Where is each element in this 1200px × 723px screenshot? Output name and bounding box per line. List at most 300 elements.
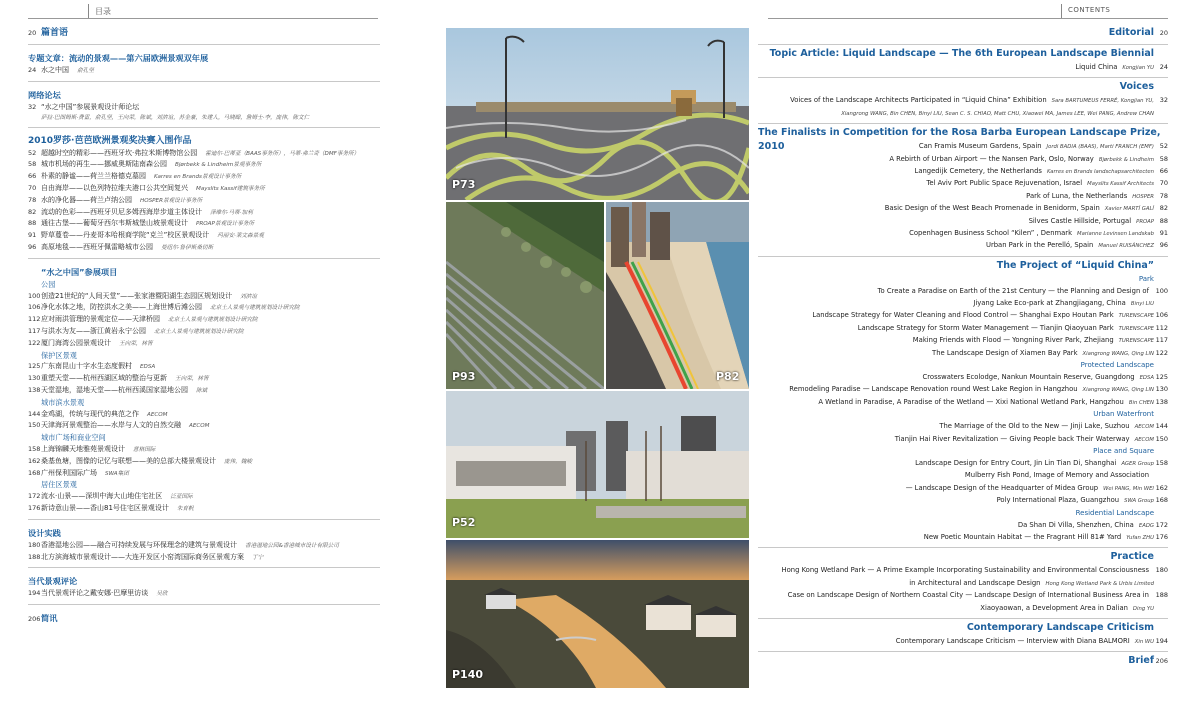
toc-entry[interactable] bbox=[28, 326, 380, 338]
entry-title: 流水·山景——深圳中海大山地住宅社区 bbox=[41, 492, 163, 501]
toc-entry[interactable] bbox=[758, 177, 1168, 189]
entry-title: Landscape Strategy for Storm Water Management — Tianjin Qiaoyuan Park bbox=[857, 323, 1114, 332]
toc-entry[interactable] bbox=[758, 309, 1168, 321]
entry-title: 上海锦麟天地雅苑景观设计 bbox=[41, 444, 125, 453]
page-number: 91 bbox=[1159, 228, 1168, 237]
entry-author: HOSPER bbox=[1132, 193, 1154, 200]
entry-title: 应对雨洪管理的景观定位——天津桥园 bbox=[41, 315, 160, 324]
divider bbox=[758, 44, 1168, 45]
entry-author: Mayslits Kassif建筑事务所 bbox=[196, 185, 265, 192]
toc-entry[interactable] bbox=[28, 552, 380, 564]
toc-entry[interactable] bbox=[28, 171, 380, 183]
page-number: 88 bbox=[1159, 216, 1168, 225]
page-number: 96 bbox=[28, 242, 37, 251]
wetland-image bbox=[446, 540, 749, 688]
entry-author: Karres en Brands landschapsarchitecten bbox=[1046, 168, 1154, 175]
forum-section-title: 网络论坛 bbox=[28, 89, 61, 100]
entry-author: Xiangrong WANG, Qing LIN bbox=[1082, 387, 1154, 394]
entry-author: Manuel RUISÁNCHEZ bbox=[1098, 243, 1154, 250]
toc-entry[interactable] bbox=[28, 468, 380, 480]
finalists-section-title: The Finalists in Competition for the Rosa Barba European Landscape Prize, 2010 bbox=[758, 127, 1161, 153]
entry-author: 刘滨谊 bbox=[240, 293, 257, 300]
page-number: 58 bbox=[28, 160, 37, 169]
entry-author: 泽维尔·马蒂·加利 bbox=[210, 209, 253, 216]
contents-chinese bbox=[28, 24, 380, 625]
plaza-image bbox=[446, 28, 749, 200]
toc-entry[interactable] bbox=[28, 302, 380, 314]
entry-author: 北京土人景观与建筑规划设计研究院 bbox=[210, 305, 300, 312]
toc-entry[interactable] bbox=[758, 227, 1168, 239]
entry-author: 霍迪尔·巴蒂亚（BAAS事务所），马蒂·弗兰奇（DMF事务所） bbox=[205, 150, 360, 157]
toc-entry[interactable] bbox=[28, 409, 380, 421]
header-right-title: CONTENTS bbox=[1068, 6, 1111, 14]
page-number: 172 bbox=[28, 492, 41, 501]
entry-author: 北京土人景观与建筑规划设计研究院 bbox=[154, 328, 244, 335]
entry-title: A Wetland in Paradise, A Paradise of the Wetland — Xixi National Wetland Park, Hangzhou bbox=[818, 397, 1124, 406]
page-number: 172 bbox=[1155, 520, 1168, 529]
header-left-title: 目录 bbox=[95, 7, 111, 16]
page-number: 88 bbox=[28, 219, 37, 228]
plaza-list bbox=[758, 457, 1168, 507]
page-number: 158 bbox=[1155, 458, 1168, 467]
toc-entry[interactable] bbox=[28, 183, 380, 195]
photo-label: P93 bbox=[452, 370, 476, 383]
entry-author: Xiangrong WANG, Qing LIN bbox=[1082, 350, 1154, 357]
entry-author: 意格国际 bbox=[133, 446, 156, 453]
entry-author: TURENSCAPE bbox=[1118, 325, 1154, 332]
entry-title: New Poetic Mountain Habitat — the Fragrant Hill 81# Yard bbox=[923, 532, 1122, 541]
entry-title: 重塑天堂——杭州西湖区域的整治与更新 bbox=[41, 374, 167, 383]
entry-title: Can Framis Museum Gardens, Spain bbox=[918, 142, 1042, 151]
entry-title: Case on Landscape Design of Northern Coastal City — Landscape Design of International Business Area in bbox=[787, 591, 1149, 600]
page-number: 70 bbox=[28, 183, 37, 192]
plaza-list bbox=[28, 444, 380, 479]
page-number: 180 bbox=[28, 540, 41, 549]
entry-title: Hong Kong Wetland Park — A Prime Example Incorporating Sustainability and Environmental Consciousness bbox=[781, 566, 1149, 575]
page-number: 122 bbox=[1155, 348, 1168, 357]
page-number: 106 bbox=[28, 303, 41, 312]
residential-list bbox=[28, 491, 380, 515]
subsection-residential: Residential Landscape bbox=[1075, 508, 1154, 517]
entry-title: Da Shan Di Villa, Shenzhen, China bbox=[1017, 520, 1134, 529]
entry-author: 王向荣，林箐 bbox=[175, 376, 209, 383]
entry-author: TURENSCAPE bbox=[1118, 338, 1154, 345]
practice-list bbox=[28, 540, 380, 564]
toc-entry[interactable] bbox=[28, 373, 380, 385]
toc-entry[interactable] bbox=[28, 148, 380, 160]
entry-title: in Architectural and Landscape Design bbox=[909, 578, 1041, 587]
toc-entry[interactable] bbox=[28, 195, 380, 207]
toc-entry[interactable] bbox=[758, 457, 1168, 469]
entry-title: 厦门海湾公园景观设计 bbox=[41, 338, 111, 347]
toc-entry[interactable] bbox=[28, 491, 380, 503]
toc-entry[interactable] bbox=[758, 153, 1168, 165]
entry-title: 净化水体之地，防控洪水之美——上海世博后滩公园 bbox=[41, 303, 202, 312]
subsection-park: 公园 bbox=[41, 279, 56, 289]
entry-title: 与洪水为友——浙江黄岩永宁公园 bbox=[41, 326, 146, 335]
photo-p93 bbox=[446, 202, 604, 389]
entry-author: EDSA bbox=[140, 364, 156, 371]
photo-p73 bbox=[446, 28, 749, 200]
toc-entry[interactable] bbox=[758, 371, 1168, 383]
toc-entry[interactable] bbox=[28, 503, 380, 515]
toc-entry[interactable] bbox=[28, 291, 380, 303]
entry-author: Mayslits Kassif Architects bbox=[1087, 181, 1154, 188]
toc-entry[interactable] bbox=[758, 420, 1168, 432]
page-number: 162 bbox=[1155, 483, 1168, 492]
entry-author: 朱育帆 bbox=[176, 505, 194, 512]
entry-author: 北京土人景观与建筑规划设计研究院 bbox=[168, 317, 258, 324]
entry-author: 陈斌 bbox=[196, 387, 208, 394]
divider bbox=[758, 256, 1168, 257]
toc-entry[interactable] bbox=[28, 338, 380, 350]
header-divider-right bbox=[1061, 4, 1062, 18]
toc-entry[interactable]: Contemporary Landscape Criticism — Interview with Diana BALMORI Xin WU 194 bbox=[895, 636, 1168, 645]
entry-title: Remodeling Paradise — Landscape Renovation round West Lake Region in Hangzhou bbox=[789, 385, 1078, 394]
page-number: 176 bbox=[1155, 532, 1168, 541]
page-number: 144 bbox=[1155, 422, 1168, 431]
divider bbox=[28, 258, 380, 259]
page-number: 106 bbox=[1155, 311, 1168, 320]
header-rule-right bbox=[768, 18, 1168, 19]
toc-entry[interactable] bbox=[28, 420, 380, 432]
entry-title: 金鸡湖，传统与现代的典范之作 bbox=[41, 409, 139, 418]
photo-label: P82 bbox=[716, 370, 740, 383]
entry-author: AECOM bbox=[1134, 424, 1154, 431]
editorial-entry[interactable]: Editorial 20 bbox=[1108, 27, 1168, 38]
toc-entry[interactable] bbox=[28, 361, 380, 373]
toc-entry[interactable] bbox=[28, 444, 380, 456]
practice-section-title: 设计实践 bbox=[28, 527, 61, 538]
project-section-title: The Project of “Liquid China” bbox=[996, 259, 1154, 271]
toc-entry[interactable] bbox=[758, 577, 1168, 589]
entry-title: Landscape Strategy for Water Cleaning and Flood Control — Shanghai Expo Houtan Park bbox=[812, 311, 1114, 320]
page-number: 91 bbox=[28, 231, 37, 240]
page-number: 112 bbox=[1155, 323, 1168, 332]
entry-title: Landscape Design for Entry Court, Jin Lin Tian Di, Shanghai bbox=[915, 458, 1117, 467]
entry-title: 自由海岸——以色列特拉维夫港口公共空间复兴 bbox=[41, 183, 188, 192]
entry-title: 桑基鱼塘，图像的记忆与联想——美的总部大楼景观设计 bbox=[41, 456, 216, 465]
entry-title: Xiaoyaowan, a Development Area in Dalian bbox=[980, 603, 1128, 612]
entry-author: HOSPER景观设计事务所 bbox=[140, 197, 203, 204]
page-number: 96 bbox=[1159, 241, 1168, 250]
criticism-section-title: 当代景观评论 bbox=[28, 576, 78, 587]
toc-entry[interactable] bbox=[28, 456, 380, 468]
page-number: 188 bbox=[28, 552, 41, 561]
entry-title: Jiyang Lake Eco-park at Zhangjiagang, China bbox=[973, 299, 1126, 308]
finalists-list bbox=[758, 140, 1168, 252]
toc-entry[interactable] bbox=[758, 433, 1168, 445]
voices-participants: Xiangrong WANG, Bin CHEN, Binyi LIU, Sean C. S. CHIAO, Matt CHU, Xiaowei MA, James LEE, Wei PANG, Andrew CHAN bbox=[841, 110, 1154, 117]
entry-title: Park of Luna, the Netherlands bbox=[1026, 191, 1128, 200]
toc-entry[interactable] bbox=[758, 482, 1168, 494]
page-number: 100 bbox=[1155, 286, 1168, 295]
entry-title: Tianjin Hai River Revitalization — Giving People back Their Waterway bbox=[894, 434, 1130, 443]
entry-author: SWA Group bbox=[1124, 498, 1154, 505]
subsection-waterfront: Urban Waterfront bbox=[1093, 410, 1154, 419]
entry-author: SWA集团 bbox=[105, 470, 129, 477]
toc-entry[interactable] bbox=[28, 218, 380, 230]
finalists-list bbox=[28, 148, 380, 254]
header-rule-left bbox=[28, 18, 378, 19]
photo-label: P52 bbox=[452, 516, 476, 529]
subsection-waterfront: 城市滨水景观 bbox=[41, 397, 85, 407]
page-number: 138 bbox=[1155, 397, 1168, 406]
entry-title: Copenhagen Business School “Kilen” , Denmark bbox=[909, 228, 1073, 237]
toc-entry[interactable] bbox=[28, 230, 380, 242]
page-number: 52 bbox=[1159, 142, 1168, 151]
entry-author: 香港湿地公园&香港城市设计有限公司 bbox=[245, 542, 339, 549]
beach-image bbox=[606, 202, 749, 389]
park-list bbox=[758, 285, 1168, 359]
toc-entry[interactable]: 194当代景观评论之戴安娜·巴摩里访谈 吴欣 bbox=[28, 589, 168, 598]
entry-author: AECOM bbox=[147, 411, 168, 418]
toc-entry[interactable]: Voices of the Landscape Architects Participated in “Liquid China” Exhibition Sara BARTUMEUS FERRÉ, Kongjian YU, 32 bbox=[790, 96, 1168, 105]
entry-title: The Landscape Design of Xiamen Bay Park bbox=[932, 348, 1078, 357]
entry-title: 北方滨海城市景观设计——大连开发区小窑湾国际商务区景观方案 bbox=[41, 552, 244, 561]
entry-title: 新诗意山景——香山81号住宅区景观设计 bbox=[41, 503, 169, 512]
toc-entry[interactable] bbox=[758, 494, 1168, 506]
entry-author: Yufan ZHU bbox=[1126, 534, 1154, 541]
page-number: 70 bbox=[1159, 179, 1168, 188]
entry-title: 通往古堡——葡萄牙西尔韦斯城堡山坡景观设计 bbox=[41, 219, 188, 228]
page-number: 144 bbox=[28, 409, 41, 418]
entry-title: 广东南昆山十字水生态度假村 bbox=[41, 362, 132, 371]
entry-author: Bin CHEN bbox=[1128, 399, 1154, 406]
entry-author: Karres en Brands景观设计事务所 bbox=[154, 174, 242, 181]
page-number: 158 bbox=[28, 444, 41, 453]
entry-author: Ding YU bbox=[1132, 605, 1154, 612]
entry-title: A Rebirth of Urban Airport — the Nansen Park, Oslo, Norway bbox=[889, 154, 1094, 163]
entry-title: 香港湿地公园——融合可持续发展与环保理念的建筑与景观设计 bbox=[41, 540, 237, 549]
museum-image bbox=[446, 391, 749, 538]
entry-author: Jordi BADIA (BAAS), Marti FRANCH (EMF) bbox=[1046, 144, 1154, 151]
toc-entry[interactable]: 24 水之中国 俞孔坚 bbox=[28, 66, 94, 74]
divider bbox=[758, 77, 1168, 78]
entry-title: Poly International Plaza, Guangzhou bbox=[996, 496, 1120, 505]
entry-title: 水的净化器——荷兰卢纳公园 bbox=[41, 195, 132, 204]
toc-entry[interactable] bbox=[758, 215, 1168, 227]
entry-author: Wei PANG, Min WEI bbox=[1103, 485, 1154, 492]
subsection-plaza: Place and Square bbox=[1093, 446, 1154, 455]
park-list bbox=[28, 291, 380, 350]
entry-author: AECOM bbox=[1134, 436, 1154, 443]
toc-entry[interactable] bbox=[758, 383, 1168, 395]
toc-entry[interactable] bbox=[28, 207, 380, 219]
toc-entry[interactable] bbox=[28, 159, 380, 171]
page-number: 66 bbox=[28, 172, 37, 181]
toc-entry[interactable] bbox=[758, 285, 1168, 297]
page-number: 150 bbox=[1155, 434, 1168, 443]
page-number: 117 bbox=[1155, 336, 1168, 345]
topic-section-title: 专题文章：流动的景观——第六届欧洲景观双年展 bbox=[28, 53, 209, 63]
entry-author: EADG bbox=[1138, 522, 1154, 529]
page-number: 168 bbox=[1155, 496, 1168, 505]
entry-title: Urban Park in the Perelló, Spain bbox=[985, 241, 1094, 250]
entry-author: 泛亚国际 bbox=[170, 494, 193, 501]
practice-list bbox=[758, 564, 1168, 614]
entry-author: 王向荣，林箐 bbox=[119, 340, 153, 347]
toc-entry[interactable]: 32 “水之中国”参展景观设计师论坛 bbox=[28, 102, 140, 111]
entry-author: AGER Group bbox=[1121, 460, 1154, 467]
entry-title: 高原地毯——西班牙佩雷略城市公园 bbox=[41, 242, 153, 251]
toc-entry[interactable] bbox=[758, 334, 1168, 346]
entry-author: Marianne Levinsen Landskab bbox=[1077, 230, 1154, 237]
entry-title: Tel Aviv Port Public Space Rejuvenation, Israel bbox=[926, 179, 1083, 188]
page-number: 180 bbox=[1155, 566, 1168, 575]
entry-title: 流动的色彩——西班牙贝尼多姆西海岸步道主体设计 bbox=[41, 207, 202, 216]
page-number: 78 bbox=[1159, 191, 1168, 200]
subsection-residential: 居住区景观 bbox=[41, 480, 77, 490]
entry-author: 丁宁 bbox=[252, 554, 264, 561]
entry-author: PROAP bbox=[1136, 218, 1154, 225]
toc-entry[interactable] bbox=[758, 202, 1168, 214]
residential-list bbox=[758, 519, 1168, 544]
divider bbox=[758, 547, 1168, 548]
entry-author: Xavier MARTÍ GALÍ bbox=[1104, 206, 1154, 213]
photo-label: P140 bbox=[452, 668, 484, 681]
entry-title: 天堂湿地，湿地天堂——杭州西溪国家湿地公园 bbox=[41, 385, 188, 394]
subsection-protected: Protected Landscape bbox=[1080, 361, 1154, 370]
subsection-protected: 保护区景观 bbox=[41, 350, 77, 360]
divider bbox=[28, 127, 380, 128]
editorial-entry[interactable]: 20 篇首语 bbox=[28, 28, 69, 38]
subsection-plaza: 城市广场和商业空间 bbox=[41, 433, 106, 443]
divider bbox=[28, 81, 380, 82]
voices-section-title: Voices bbox=[1119, 81, 1154, 93]
criticism-section-title: Contemporary Landscape Criticism bbox=[966, 621, 1154, 633]
entry-author: Hong Kong Wetland Park & Urbis Limited bbox=[1045, 580, 1154, 587]
divider bbox=[28, 604, 380, 605]
page-number: 168 bbox=[28, 468, 41, 477]
entry-title: The Marriage of the Old to the New — Jinji Lake, Suzhou bbox=[939, 422, 1130, 431]
toc-entry[interactable] bbox=[758, 190, 1168, 202]
toc-entry[interactable] bbox=[758, 239, 1168, 251]
page-number: 176 bbox=[28, 503, 41, 512]
page-number: 112 bbox=[28, 315, 41, 324]
contents-english bbox=[758, 24, 1168, 668]
toc-entry[interactable] bbox=[28, 385, 380, 397]
page-number: 150 bbox=[28, 421, 41, 430]
page-number: 188 bbox=[1155, 591, 1168, 600]
page-number: 78 bbox=[28, 195, 37, 204]
forum-participants: 萨拉·巴图姆斯·费雷，俞孔坚，王向荣，陈斌，刘滨谊，苏金豪，朱建人，马晓暐，詹姆士·李，庞伟，陈文仁 bbox=[41, 114, 310, 121]
entry-author: EDSA bbox=[1139, 375, 1154, 382]
entry-title: — Landscape Design of the Headquarter of Midea Group bbox=[905, 483, 1099, 492]
toc-entry[interactable] bbox=[758, 564, 1168, 576]
divider bbox=[28, 567, 380, 568]
finalists-section-title: 2010罗莎·芭芭欧洲景观奖决赛入围作品 bbox=[28, 135, 192, 146]
photo-label: P73 bbox=[452, 178, 476, 191]
toc-entry[interactable] bbox=[758, 347, 1168, 359]
divider bbox=[758, 618, 1168, 619]
toc-entry[interactable] bbox=[28, 540, 380, 552]
page-number: 82 bbox=[1159, 204, 1168, 213]
topic-section-title: Topic Article: Liquid Landscape — The 6th European Landscape Biennial bbox=[769, 48, 1154, 59]
divider bbox=[28, 519, 380, 520]
photo-p52 bbox=[446, 391, 749, 538]
page-number: 130 bbox=[28, 374, 41, 383]
project-section-title: “水之中国”参展项目 bbox=[41, 266, 118, 277]
toc-entry[interactable] bbox=[758, 531, 1168, 543]
entry-title: 创造21世纪的“人间天堂”——张家港暨阳湖生态园区规划设计 bbox=[41, 291, 233, 300]
toc-entry[interactable] bbox=[758, 589, 1168, 601]
subsection-park: Park bbox=[1138, 274, 1154, 283]
stairs-image bbox=[446, 202, 604, 389]
divider bbox=[758, 123, 1168, 124]
entry-author: Bjørbekk & Lindheim bbox=[1098, 156, 1154, 163]
toc-entry[interactable]: Liquid China Kongjian YU 24 bbox=[1075, 63, 1168, 71]
toc-entry[interactable] bbox=[758, 322, 1168, 334]
protected-list bbox=[758, 371, 1168, 408]
toc-entry[interactable] bbox=[758, 469, 1168, 481]
photo-p140 bbox=[446, 540, 749, 688]
toc-entry[interactable] bbox=[758, 297, 1168, 309]
entry-author: PROAP景观设计事务所 bbox=[196, 221, 255, 228]
page-number: 125 bbox=[28, 362, 41, 371]
entry-author: AECOM bbox=[189, 423, 210, 430]
page-number: 117 bbox=[28, 326, 41, 335]
protected-list bbox=[28, 361, 380, 396]
practice-section-title: Practice bbox=[1110, 551, 1154, 563]
header-divider-left bbox=[88, 4, 89, 18]
photo-p82 bbox=[606, 202, 749, 389]
entry-author: Bjørbekk & Lindheim景观事务所 bbox=[175, 162, 262, 169]
entry-title: 天津海河景观整治——水岸与人文的自然交融 bbox=[41, 421, 181, 430]
page-number: 130 bbox=[1155, 385, 1168, 394]
toc-entry[interactable] bbox=[758, 519, 1168, 531]
page-number: 122 bbox=[28, 338, 41, 347]
entry-author: Binyi LIU bbox=[1130, 301, 1154, 308]
entry-title: Mulberry Fish Pond, Image of Memory and Association bbox=[964, 471, 1149, 480]
entry-title: Silves Castle Hillside, Portugal bbox=[1028, 216, 1132, 225]
entry-author: 庞伟，魏峻 bbox=[224, 458, 252, 465]
entry-author: 曼纽尔·鲁伊斯桑切斯 bbox=[161, 244, 214, 251]
page-number: 58 bbox=[1159, 154, 1168, 163]
toc-entry[interactable] bbox=[758, 396, 1168, 408]
entry-title: 广州保利国际广场 bbox=[41, 468, 97, 477]
toc-entry[interactable] bbox=[758, 165, 1168, 177]
page-number: 125 bbox=[1155, 373, 1168, 382]
waterfront-list bbox=[758, 420, 1168, 445]
page-number: 100 bbox=[28, 291, 41, 300]
entry-title: Langedijk Cemetery, the Netherlands bbox=[914, 166, 1042, 175]
entry-author: 玛丽安·莱文森景观 bbox=[217, 233, 264, 240]
entry-title: 城市机场的再生——挪威奥斯陆南森公园 bbox=[41, 160, 167, 169]
page-number: 52 bbox=[28, 148, 37, 157]
page-number: 82 bbox=[28, 207, 37, 216]
divider bbox=[758, 651, 1168, 652]
toc-entry[interactable] bbox=[28, 242, 380, 254]
brief-entry[interactable]: Brief 206 bbox=[1128, 655, 1168, 667]
toc-entry[interactable] bbox=[758, 602, 1168, 614]
entry-title: 野草蔓卷——丹麦哥本哈根商学院“克兰”校区景观设计 bbox=[41, 231, 210, 240]
entry-title: 超越时空的精彩——西班牙坎·弗拉米斯博物馆公园 bbox=[41, 148, 198, 157]
waterfront-list bbox=[28, 409, 380, 433]
page-number: 66 bbox=[1159, 166, 1168, 175]
divider bbox=[28, 44, 380, 45]
entry-title: Crosswaters Ecolodge, Nankun Mountain Reserve, Guangdong bbox=[922, 373, 1135, 382]
entry-title: To Create a Paradise on Earth of the 21st Century — the Planning and Design of bbox=[877, 286, 1149, 295]
entry-author: TURENSCAPE bbox=[1118, 313, 1154, 320]
entry-title: Basic Design of the West Beach Promenade in Benidorm, Spain bbox=[884, 204, 1100, 213]
brief-entry[interactable]: 206简讯 bbox=[28, 613, 58, 624]
entry-title: Making Friends with Flood — Yongning River Park, Zhejiang bbox=[912, 336, 1114, 345]
page-number: 138 bbox=[28, 385, 41, 394]
toc-entry[interactable] bbox=[28, 314, 380, 326]
toc-entry[interactable] bbox=[758, 140, 1168, 152]
entry-title: 朴素的静谧——荷兰兰格德克墓园 bbox=[41, 172, 146, 181]
